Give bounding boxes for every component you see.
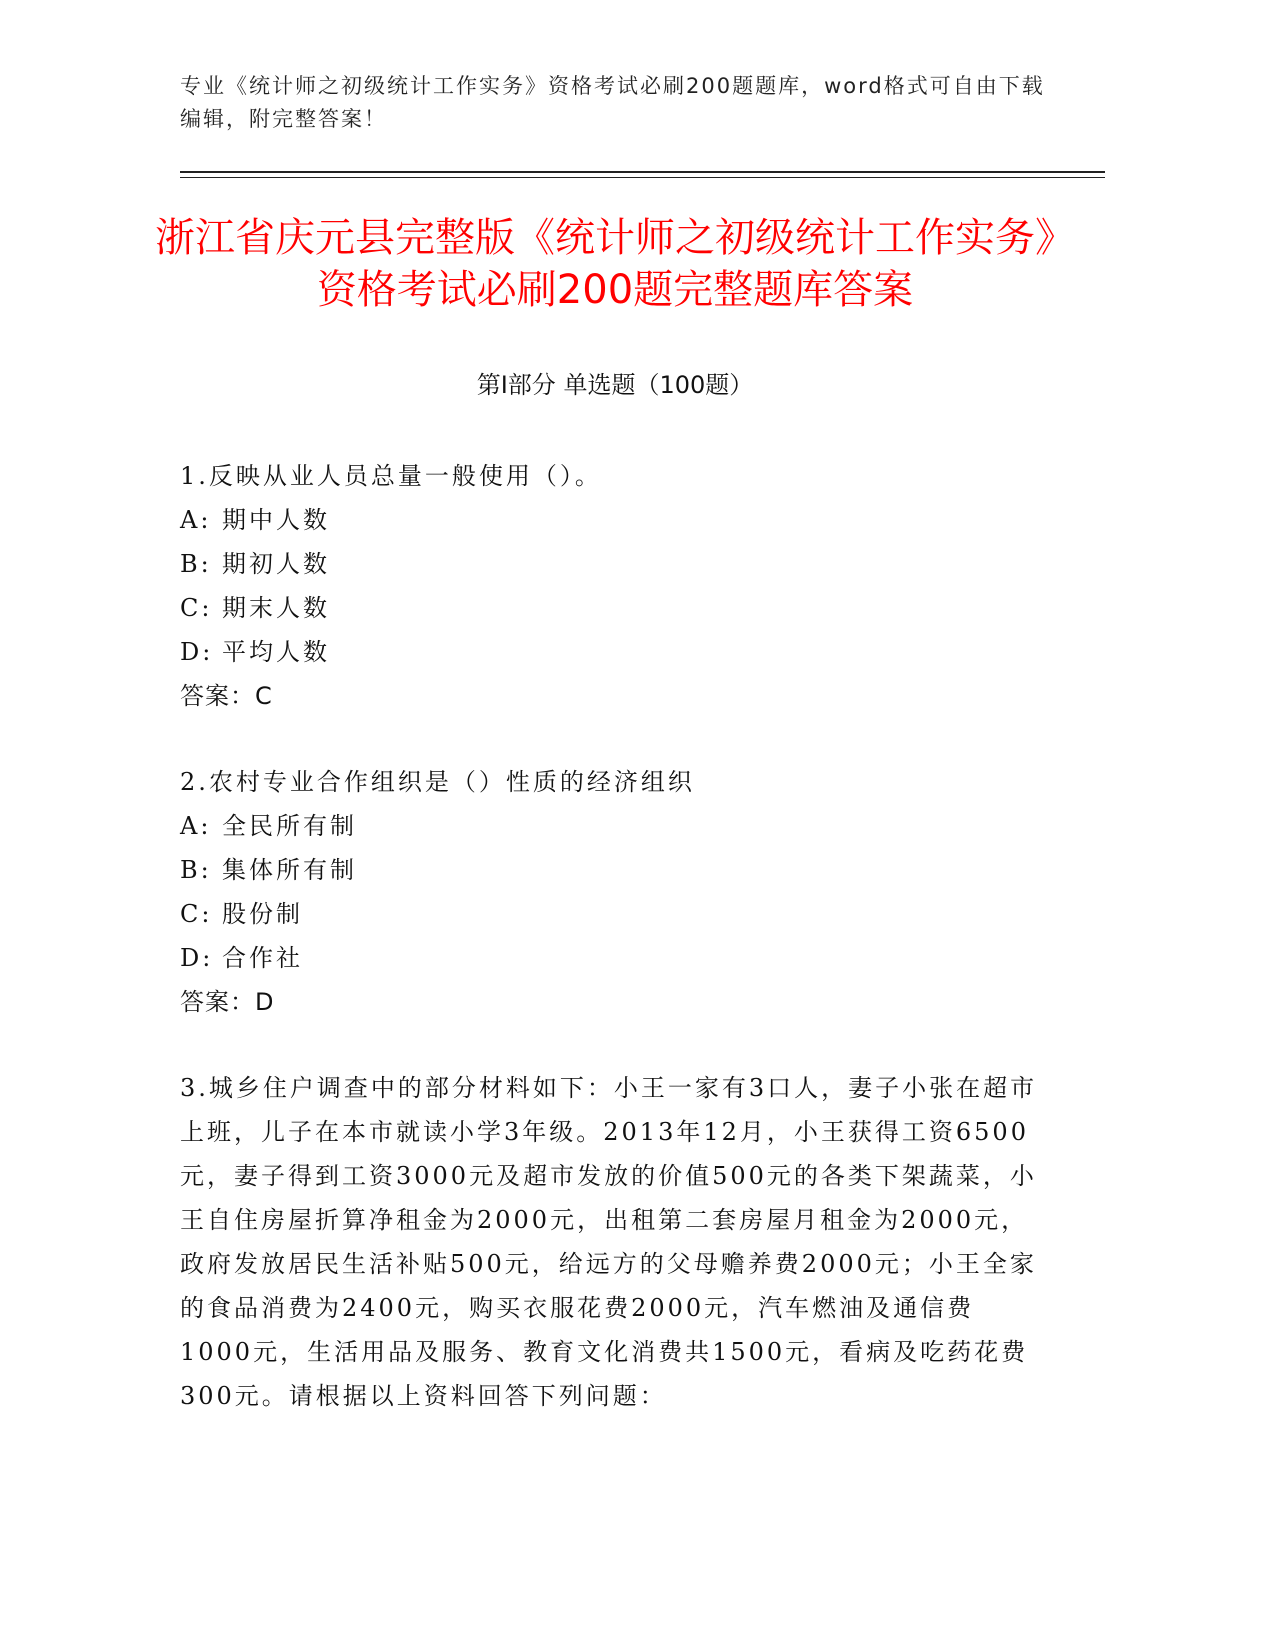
question-stem: 1.反映从业人员总量一般使用（）。: [180, 462, 602, 490]
header-rule-thick: [180, 171, 1105, 173]
answer-line: 答案：D: [180, 988, 275, 1016]
question-2: [180, 760, 1040, 1024]
question-stem: 3.城乡住户调查中的部分材料如下：小王一家有3口人，妻子小张在超市上班，儿子在本市就读小学3年级。2013年12月，小王获得工资6500元，妻子得到工资3000元及超市发放的价值500元的各类下架蔬菜，小王自住房屋折算净租金为2000元，出租第二套房屋月租金为2000元，政府发放居民生活补贴500元，给远方的父母赡养费2000元；小王全家的食品消费为2400元，购买衣服花费2000元，汽车燃油及通信费1000元，生活用品及服务、教育文化消费共1500元，看病及吃药花费300元。请根据以上资料回答下列问题：: [180, 1074, 1038, 1410]
option-a: [180, 804, 1040, 848]
option-text: 期初人数: [222, 550, 330, 578]
section-heading: 第Ⅰ部分 单选题（100题）: [476, 371, 754, 399]
option-letter: C:: [180, 594, 213, 622]
option-c: [180, 892, 1040, 936]
option-text: 合作社: [222, 944, 303, 972]
option-text: 集体所有制: [222, 856, 357, 884]
header-note: 专业《统计师之初级统计工作实务》资格考试必刷200题题库，word格式可自由下载编辑，附完整答案！: [180, 74, 1045, 131]
option-letter: C:: [180, 900, 213, 928]
option-text: 全民所有制: [222, 812, 357, 840]
document-title: 浙江省庆元县完整版《统计师之初级统计工作实务》资格考试必刷200题完整题库答案: [155, 215, 1075, 313]
question-1: [180, 454, 1040, 718]
option-b: [180, 542, 1040, 586]
option-a: [180, 498, 1040, 542]
option-text: 平均人数: [222, 638, 330, 666]
option-letter: A:: [180, 506, 212, 534]
header-rule-thin: [180, 177, 1105, 178]
question-3: [180, 1066, 1040, 1418]
option-c: [180, 586, 1040, 630]
option-b: [180, 848, 1040, 892]
option-letter: B:: [180, 856, 212, 884]
question-list: [180, 454, 1040, 1418]
option-text: 期末人数: [222, 594, 330, 622]
option-letter: D:: [180, 638, 214, 666]
answer-line: 答案：C: [180, 682, 273, 710]
option-d: [180, 630, 1040, 674]
question-stem: 2.农村专业合作组织是（）性质的经济组织: [180, 768, 695, 796]
option-text: 期中人数: [222, 506, 330, 534]
option-text: 股份制: [222, 900, 303, 928]
question-spacer: [180, 718, 1040, 760]
option-letter: B:: [180, 550, 212, 578]
option-letter: A:: [180, 812, 212, 840]
question-spacer: [180, 1024, 1040, 1066]
option-letter: D:: [180, 944, 214, 972]
option-d: [180, 936, 1040, 980]
